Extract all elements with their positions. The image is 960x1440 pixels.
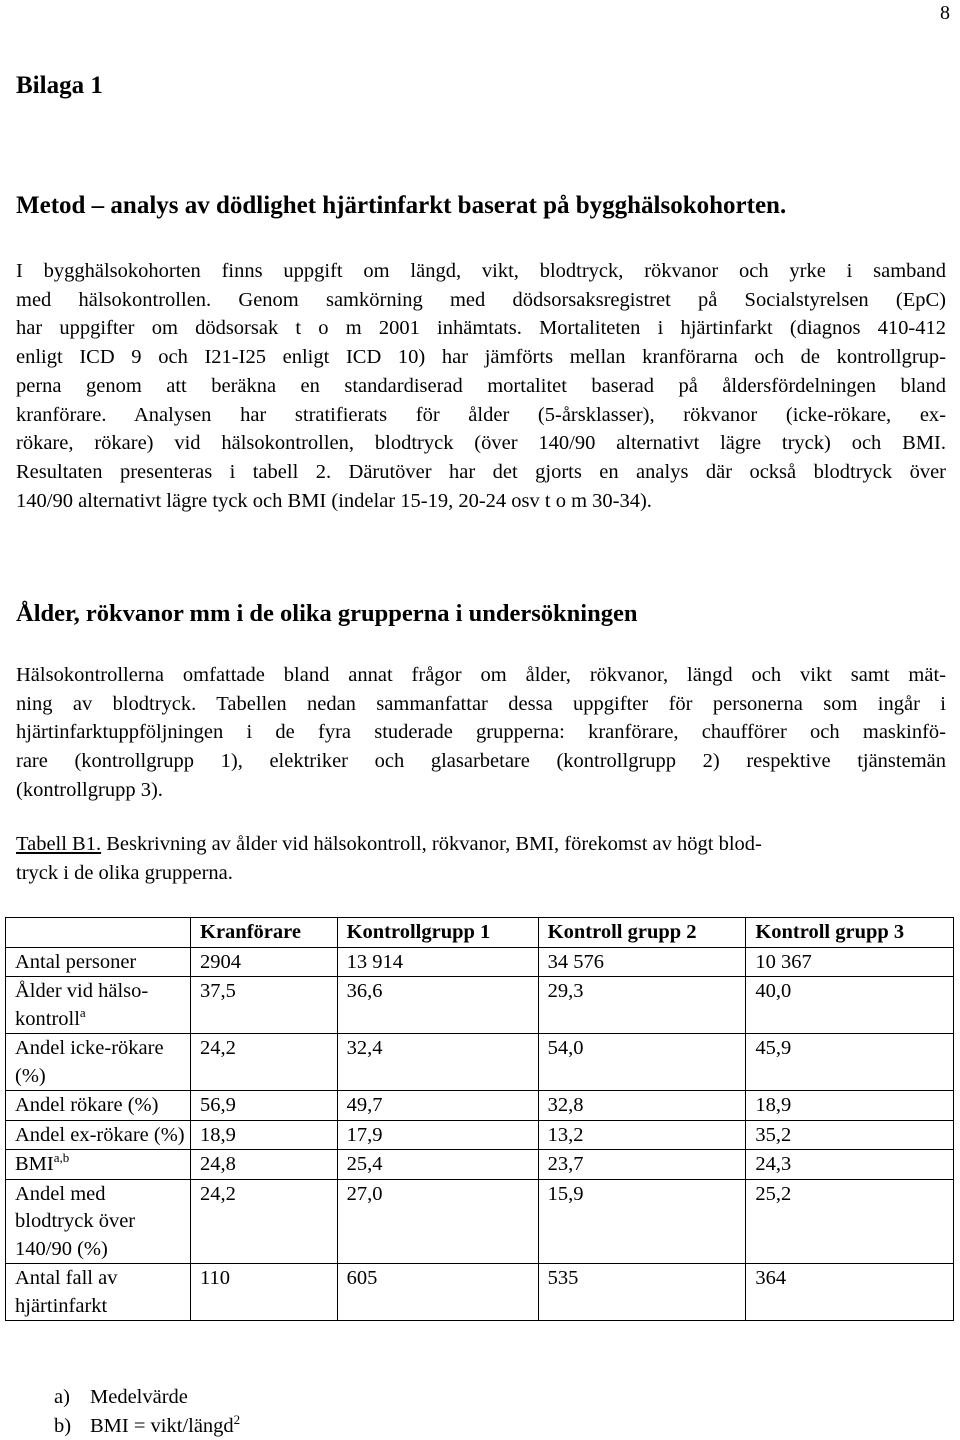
table-header-cell: Kontrollgrupp 1	[337, 918, 538, 948]
table-cell: 32,8	[538, 1091, 746, 1121]
table-cell: 29,3	[538, 977, 746, 1034]
table-cell: 54,0	[538, 1034, 746, 1091]
table-cell: 49,7	[337, 1091, 538, 1121]
table-cell: 34 576	[538, 947, 746, 977]
appendix-title: Bilaga 1	[16, 72, 103, 99]
text-line: enligt ICD 9 och I21-I25 enligt ICD 10) har jämförts mellan kranförarna och de kontrollgrup-	[16, 346, 946, 369]
page-number: 8	[940, 2, 950, 24]
age-section-heading: Ålder, rökvanor mm i de olika grupperna i undersökningen	[16, 600, 638, 627]
text-line: ning av blodtryck. Tabellen nedan sammanfattar dessa uppgifter för personerna som ingår i	[16, 692, 946, 715]
table-cell: 56,9	[191, 1091, 338, 1121]
table-row	[6, 1264, 954, 1321]
table-header-row	[6, 918, 954, 948]
table-row	[6, 1091, 954, 1121]
row-label: Antal fall av hjärtinfarkt	[6, 1264, 191, 1321]
table-cell: 364	[746, 1264, 954, 1321]
row-label: Andel med blodtryck över 140/90 (%)	[6, 1179, 191, 1264]
text-line: 140/90 alternativt lägre tyck och BMI (indelar 15-19, 20-24 osv t o m 30-34).	[16, 489, 652, 512]
table-row	[6, 947, 954, 977]
table-cell: 535	[538, 1264, 746, 1321]
text-line: har uppgifter om dödsorsak t o m 2001 inhämtats. Mortaliteten i hjärtinfarkt (diagnos 410-412	[16, 317, 946, 340]
text-line: kranförare. Analysen har stratifierats för ålder (5-årsklasser), rökvanor (icke-rökare, ex-	[16, 403, 946, 426]
table-cell: 110	[191, 1264, 338, 1321]
age-paragraph	[16, 661, 946, 805]
row-label: Antal personer	[6, 947, 191, 977]
method-heading: Metod – analys av dödlighet hjärtinfarkt baserat på bygghälsokohorten.	[16, 192, 787, 219]
text-line: (kontrollgrupp 3).	[16, 778, 163, 801]
table-cell: 25,2	[746, 1179, 954, 1264]
table-row	[6, 1179, 954, 1264]
table-cell: 25,4	[337, 1150, 538, 1180]
text-line: Hälsokontrollerna omfattade bland annat frågor om ålder, rökvanor, längd och vikt samt mät-	[16, 664, 946, 686]
table-cell: 45,9	[746, 1034, 954, 1091]
table-row	[6, 1120, 954, 1150]
table-cell: 10 367	[746, 947, 954, 977]
table-cell: 37,5	[191, 977, 338, 1034]
method-paragraph	[16, 257, 946, 515]
row-label: Andel rökare (%)	[6, 1091, 191, 1121]
table-cell: 13,2	[538, 1120, 746, 1150]
text-line: perna genom att beräkna en standardiserad mortalitet baserad på åldersfördelningen bland	[16, 374, 946, 397]
table-footnotes	[54, 1383, 240, 1440]
text-line: med hälsokontrollen. Genom samkörning med dödsorsaksregistret på Socialstyrelsen (EpC)	[16, 288, 946, 311]
table-cell: 605	[337, 1264, 538, 1321]
table-cell: 17,9	[337, 1120, 538, 1150]
table-row	[6, 1150, 954, 1180]
text-line: I bygghälsokohorten finns uppgift om längd, vikt, blodtryck, rökvanor och yrke i samband	[16, 260, 946, 282]
table-cell: 18,9	[191, 1120, 338, 1150]
table-cell: 23,7	[538, 1150, 746, 1180]
table-b1	[5, 917, 954, 1321]
table-cell: 40,0	[746, 977, 954, 1034]
row-label: Andel icke-rökare (%)	[6, 1034, 191, 1091]
table-header-cell: Kontroll grupp 3	[746, 918, 954, 948]
table-cell: 24,2	[191, 1179, 338, 1264]
table-cell: 24,8	[191, 1150, 338, 1180]
text-line: Resultaten presenteras i tabell 2. Därutöver har det gjorts en analys där också blodtryck över	[16, 460, 946, 483]
table-caption	[16, 830, 946, 887]
table-header-cell: Kranförare	[191, 918, 338, 948]
row-label: BMI$^{a,b}$	[6, 1150, 191, 1180]
table-cell: 36,6	[337, 977, 538, 1034]
row-label: Ålder vid hälso-kontroll$^a$	[6, 977, 191, 1034]
table-caption-label: Tabell B1.	[16, 833, 102, 855]
footnote: b) BMI = vikt/längd$^2$	[54, 1411, 241, 1437]
table-row	[6, 1034, 954, 1091]
text-line: rökare, rökare) vid hälsokontrollen, blodtryck (över 140/90 alternativt lägre tryck) och BMI.	[16, 432, 946, 455]
table-cell: 2904	[191, 947, 338, 977]
table-cell: 18,9	[746, 1091, 954, 1121]
table-cell: 35,2	[746, 1120, 954, 1150]
table-cell: 13 914	[337, 947, 538, 977]
text-line: hjärtinfarktuppföljningen i de fyra studerade grupperna: kranförare, chaufförer och maskinfö-	[16, 721, 946, 744]
table-caption-text: Beskrivning av ålder vid hälsokontroll, rökvanor, BMI, förekomst av högt blod-	[101, 833, 762, 855]
table-cell: 15,9	[538, 1179, 746, 1264]
table-cell: 24,2	[191, 1034, 338, 1091]
table-header-cell	[6, 918, 191, 948]
text-line: rare (kontrollgrupp 1), elektriker och glasarbetare (kontrollgrupp 2) respektive tjänstemän	[16, 750, 946, 773]
table-row	[6, 977, 954, 1034]
table-cell: 27,0	[337, 1179, 538, 1264]
table-cell: 24,3	[746, 1150, 954, 1180]
table-cell: 32,4	[337, 1034, 538, 1091]
footnote: a) Medelvärde	[54, 1386, 188, 1408]
row-label: Andel ex-rökare (%)	[6, 1120, 191, 1150]
table-header-cell: Kontroll grupp 2	[538, 918, 746, 948]
table-caption-text: tryck i de olika grupperna.	[16, 861, 233, 884]
